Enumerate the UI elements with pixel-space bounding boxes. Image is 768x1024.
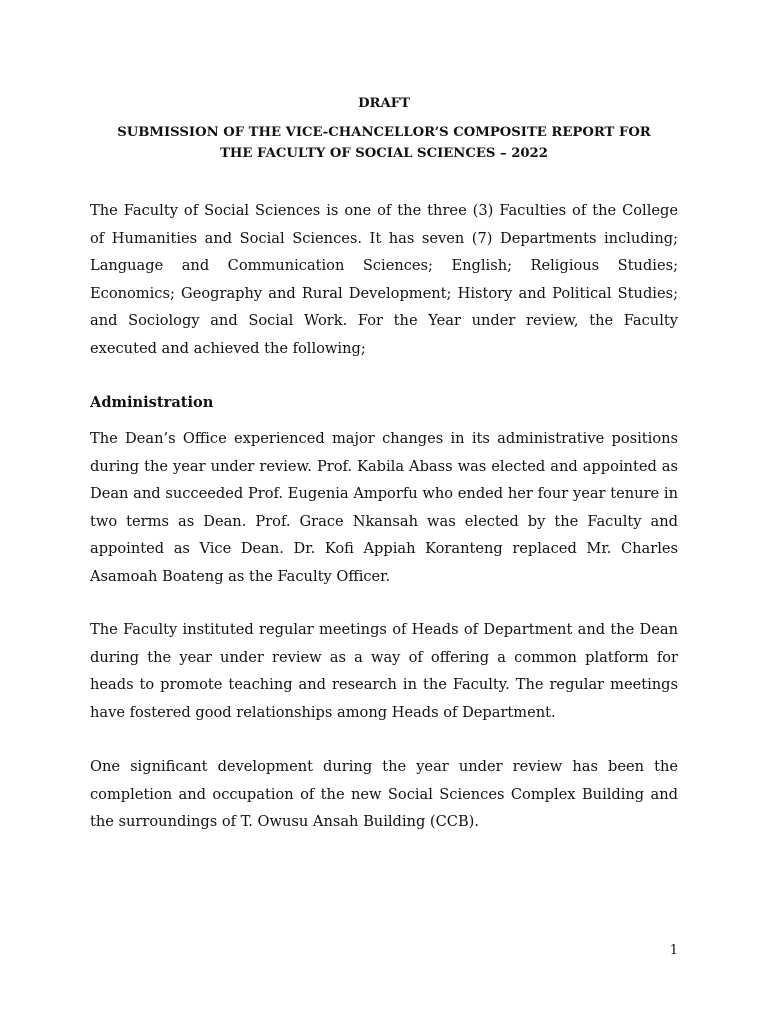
document-title <box>90 122 678 164</box>
draft-label: DRAFT <box>358 96 410 111</box>
section-heading-administration: Administration <box>90 394 214 411</box>
administration-paragraph-3: One significant development during the year under review has been the completion and occupation of the new Social Sciences Complex Building and the surroundings of T. Owusu Ansah Building (CCB). <box>90 758 678 830</box>
intro-paragraph: The Faculty of Social Sciences is one of the three (3) Faculties of the College of Humanities and Social Sciences. It has seven (7) Departments including; Language and Communication Sciences; English; Religious Studies; Economics; Geography and Rural Development; History and Political Studies; and Sociology and Social Work. For the Year under review, the Faculty executed and achieved the following; <box>90 202 678 357</box>
document-title-line-1: SUBMISSION OF THE VICE-CHANCELLOR’S COMPOSITE REPORT FOR <box>117 125 651 140</box>
page-number: 1 <box>669 943 678 958</box>
document-title-line-2: THE FACULTY OF SOCIAL SCIENCES – 2022 <box>220 146 548 161</box>
administration-paragraph-2: The Faculty instituted regular meetings of Heads of Department and the Dean during the year under review as a way of offering a common platform for heads to promote teaching and research in the Faculty. The regular meetings have fostered good relationships among Heads of Department. <box>90 621 678 721</box>
administration-paragraph-1: The Dean’s Office experienced major changes in its administrative positions during the year under review. Prof. Kabila Abass was elected and appointed as Dean and succeeded Prof. Eugenia Amporfu who ended her four year tenure in two terms as Dean. Prof. Grace Nkansah was elected by the Faculty and appointed as Vice Dean. Dr. Kofi Appiah Koranteng replaced Mr. Charles Asamoah Boateng as the Faculty Officer. <box>90 430 678 585</box>
